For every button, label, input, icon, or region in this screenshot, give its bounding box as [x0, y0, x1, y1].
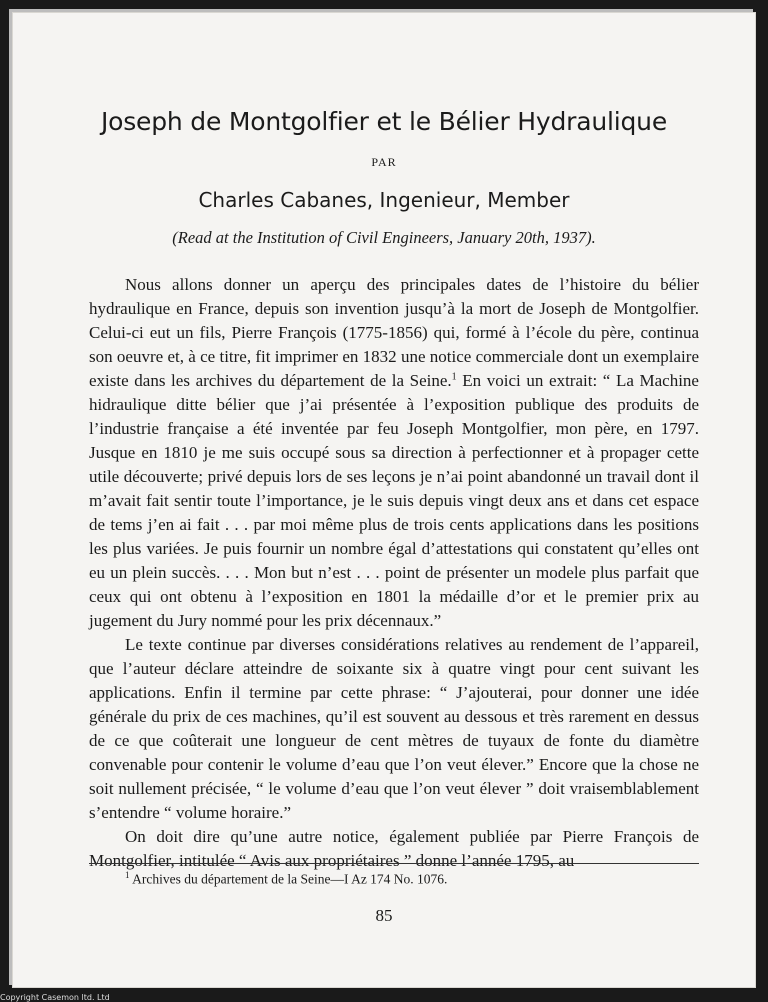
read-note: (Read at the Institution of Civil Engineers, January 20th, 1937). — [172, 228, 596, 247]
paragraph-1-part-b: En voici un extrait: “ La Machine hidraulique ditte bélier que j’ai présentée à l’exposition publique des produits de l’industrie française a été inventée par feu Joseph Montgolfier, mon père, en 1797. Jusque en 1810 je me suis occupé sous sa direction à perfectionner et à propager cette utile découverte; privé depuis lors de ses leçons je n’ai point abandonné un travail dont il m’avait fait sentir toute l’importance, je le suis depuis vingt deux ans et dans cet espace de tems j’en ai fait . . . par moi même plus de trois cents applications dans les positions les plus variées. Je puis fournir un nombre égal d’attestations qui constatent qu’elles ont eu un plein succès. . . . Mon but n’est . . . point de présenter un modele plus parfait que ceux qui ont obtenu à l’exposition en 1801 la médaille d’or et le premier prix au jugement du Jury nommé pour les prix décennaux.” — [89, 371, 699, 630]
byline-par: PAR — [371, 155, 397, 169]
page-number: 85 — [375, 906, 393, 925]
footnote-rule — [89, 863, 699, 864]
footnote-ref: 1 — [451, 371, 457, 383]
footnote-marker: 1 — [125, 870, 130, 880]
article-body — [89, 273, 699, 873]
paragraph-2: Le texte continue par diverses considérations relatives au rendement de l’appareil, que l’auteur déclare atteindre de soixante six à quatre vingt pour cent suivant les applications. Enfin il termine par cette phrase: “ J’ajouterai, pour donner une idée générale du prix de ces machines, qu’il est souvent au dessous et très rarement en dessus de ce que coûterait une longueur de cent mètres de tuyaux de fonte du diamètre convenable pour contenir le volume d’eau que l’on veut élever.” Encore que la chose ne soit nullement précisée, “ le volume d’eau que l’on veut élever ” doit vraisemblablement s’entendre “ volume horaire.” — [89, 635, 699, 822]
document-page — [12, 12, 756, 988]
paragraph-1 — [89, 273, 699, 633]
footnote — [125, 870, 447, 888]
footnote-text: Archives du département de la Seine—I Az 174 No. 1076. — [132, 871, 448, 887]
author-line: Charles Cabanes, Ingenieur, Member — [198, 188, 570, 212]
paragraph-3: On doit dire qu’une autre notice, également publiée par Pierre François de Montgolfier, intitulée “ Avis aux propriétaires ” donne l’année 1795, au — [89, 827, 699, 870]
article-title: Joseph de Montgolfier et le Bélier Hydraulique — [100, 107, 668, 136]
paragraph-1-part-a: Nous allons donner un aperçu des principales dates de l’histoire du bélier hydraulique en France, depuis son invention jusqu’à la mort de Joseph de Montgolfier. Celui-ci eut un fils, Pierre François (1775-1856) qui, formé à l’école du père, continua son oeuvre et, à ce titre, fit imprimer en 1832 une notice commerciale dont un exemplaire existe dans les archives du département de la Seine. — [89, 275, 699, 390]
copyright-credit: Copyright Casemon ltd. Ltd — [0, 993, 110, 1002]
